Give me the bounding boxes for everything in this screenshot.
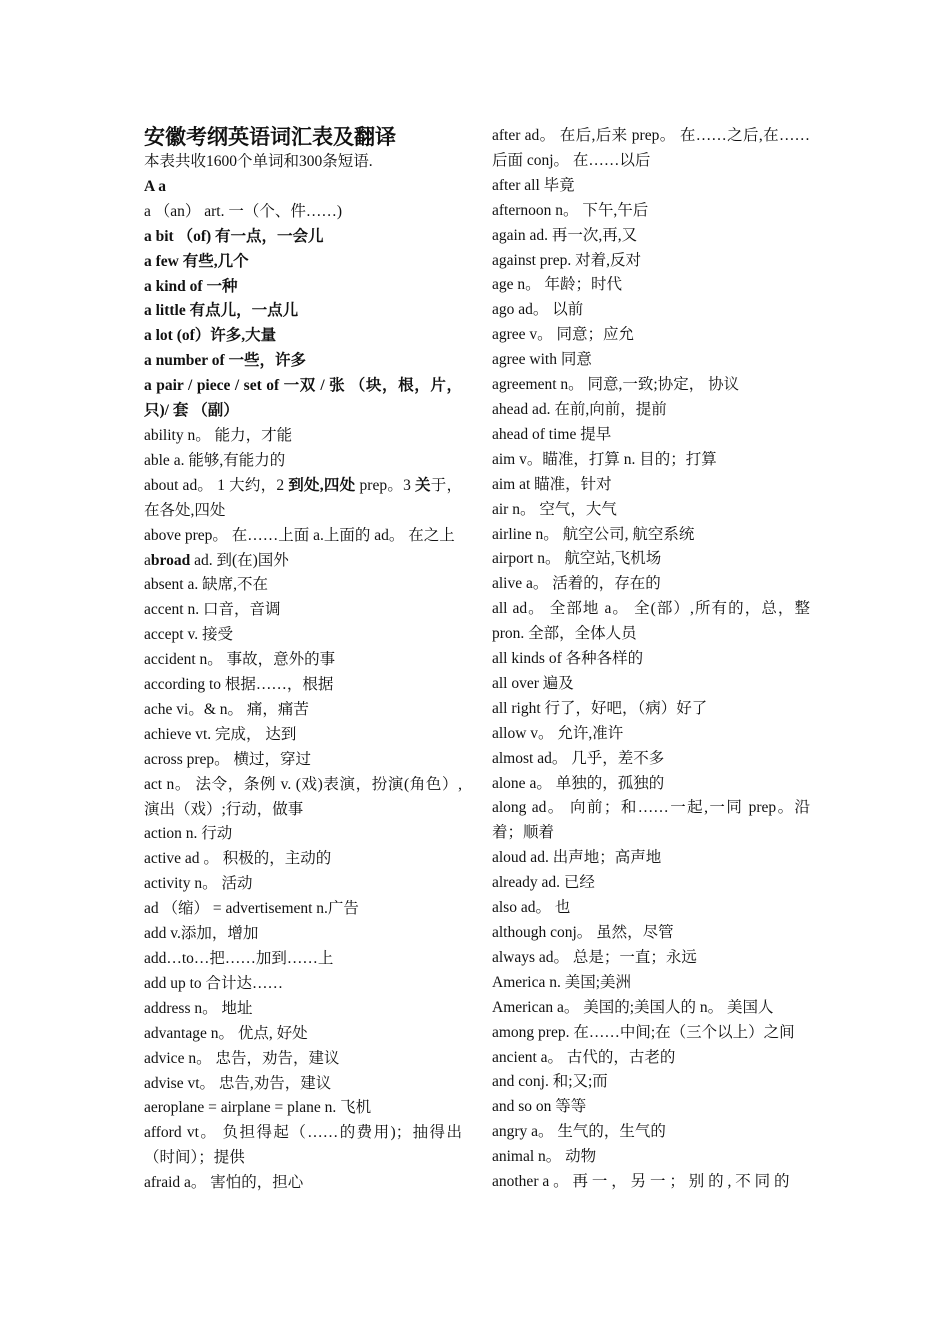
document-subtitle: 本表共收1600个单词和300条短语.	[144, 153, 373, 170]
vocab-entry: along ad。 向前；和……一起,一同 prep。沿着；顺着	[492, 799, 810, 842]
vocab-entry: allow v。 允许,准许	[492, 724, 624, 742]
vocab-entry: already ad. 已经	[492, 874, 595, 892]
left-column	[144, 124, 462, 1196]
vocab-entry: ahead of time 提早	[492, 425, 612, 443]
vocab-entry: agree v。 同意；应允	[492, 326, 635, 344]
vocab-entry: all over 遍及	[492, 674, 574, 692]
vocab-entry: after all 毕竟	[492, 176, 575, 194]
vocab-entry: address n。 地址	[144, 999, 253, 1017]
vocab-entry: all right 行了，好吧，（病）好了	[492, 699, 708, 717]
vocab-entry: according to 根据……，根据	[144, 676, 334, 694]
vocab-entry: advice n。 忠告，劝告，建议	[144, 1049, 340, 1067]
document-title: 安徽考纲英语词汇表及翻译	[144, 125, 396, 149]
vocab-entry: almost ad。 几乎，差不多	[492, 749, 665, 767]
vocab-entry: all ad。 全部地 a。 全(部）,所有的，总，整 pron. 全部，全体人员	[492, 600, 810, 643]
vocab-entry: angry a。 生气的，生气的	[492, 1123, 666, 1141]
vocab-entry: afraid a。 害怕的，担心	[144, 1174, 304, 1192]
vocab-entry: airport n。 航空站,飞机场	[492, 550, 662, 568]
vocab-entry: accident n。 事故，意外的事	[144, 651, 336, 669]
vocab-entry: ache vi。& n。 痛，痛苦	[144, 700, 309, 718]
vocab-entry: ahead ad. 在前,向前，提前	[492, 400, 667, 418]
vocab-entry: aim at 瞄准，针对	[492, 475, 612, 493]
vocab-entry: aeroplane = airplane = plane n. 飞机	[144, 1099, 372, 1117]
vocab-entry: always ad。 总是；一直；永远	[492, 948, 697, 966]
vocab-entry: a （an） art. 一（个、件……)	[144, 202, 343, 220]
vocab-entry: add up to 合计达……	[144, 974, 284, 992]
vocab-entry: America n. 美国;美洲	[492, 973, 632, 991]
vocab-entry: a bit （of) 有一点，一会儿	[144, 227, 324, 245]
vocab-entry: accept v. 接受	[144, 626, 233, 644]
vocab-entry: age n。 年龄；时代	[492, 276, 623, 294]
vocab-entry: a number of 一些，许多	[144, 352, 307, 370]
vocab-entry: activity n。 活动	[144, 875, 253, 893]
vocab-entry: ago ad。 以前	[492, 301, 584, 319]
vocab-entry: a few 有些,几个	[144, 252, 249, 270]
right-column	[492, 124, 810, 1195]
vocab-entry: above prep。 在……上面 a.上面的 ad。 在之上	[144, 526, 455, 544]
left-entry-list	[144, 200, 462, 1196]
vocab-entry: animal n。 动物	[492, 1148, 597, 1166]
vocab-entry: active ad 。 积极的，主动的	[144, 850, 332, 868]
vocab-entry: afternoon n。 下午,午后	[492, 201, 649, 219]
vocab-entry: a little 有点儿，一点儿	[144, 302, 299, 320]
vocab-entry: aloud ad. 出声地；高声地	[492, 849, 662, 867]
vocab-entry: accent n. 口音，音调	[144, 601, 281, 619]
vocab-entry: act n。 法令，条例 v. (戏)表演，扮演(角色）,演出（戏）;行动，做事	[144, 775, 462, 818]
vocab-entry: aim v。瞄准，打算 n. 目的；打算	[492, 450, 717, 468]
vocab-entry: a pair / piece / set of 一双 / 张 （块，根，片，只)/ 套 （副）	[144, 377, 462, 420]
vocab-entry: air n。 空气，大气	[492, 500, 617, 518]
vocab-entry: a kind of 一种	[144, 277, 238, 295]
vocab-entry: alone a。 单独的，孤独的	[492, 774, 665, 792]
vocab-entry: although conj。 虽然，尽管	[492, 924, 674, 941]
vocab-entry: agree with 同意	[492, 351, 592, 369]
vocab-entry: ability n。 能力，才能	[144, 426, 293, 444]
vocab-entry: after ad。 在后,后来 prep。 在……之后,在……后面 conj。 在……以后	[492, 127, 810, 169]
vocab-entry: ancient a。 古代的，古老的	[492, 1048, 676, 1066]
vocab-entry: achieve vt. 完成， 达到	[144, 725, 297, 743]
vocab-entry: advantage n。 优点, 好处	[144, 1024, 308, 1042]
vocab-entry: ad （缩） = advertisement n.广告	[144, 900, 359, 918]
vocab-entry: about ad。 1 大约，2 到处,四处 prep。3 关于，在各处,四处	[144, 476, 462, 519]
vocab-entry: another a 。 再 一 ， 另 一 ； 别 的 , 不 同 的	[492, 1173, 790, 1191]
vocab-entry: also ad。 也	[492, 899, 571, 917]
vocab-entry: and conj. 和;又;而	[492, 1073, 608, 1091]
right-entry-list	[492, 124, 810, 1195]
vocab-entry: afford vt。 负担得起（……的费用)；抽得出（时间）；提供	[144, 1124, 462, 1167]
vocab-entry: across prep。 横过，穿过	[144, 750, 312, 768]
vocab-entry: add v.添加，增加	[144, 925, 259, 943]
vocab-entry: able a. 能够,有能力的	[144, 451, 286, 469]
vocab-entry: absent a. 缺席,不在	[144, 576, 268, 594]
vocab-entry: alive a。 活着的，存在的	[492, 575, 661, 593]
vocab-entry: again ad. 再一次,再,又	[492, 226, 638, 244]
vocab-entry: among prep. 在……中间;在（三个以上）之间	[492, 1023, 795, 1041]
vocab-entry: and so on 等等	[492, 1098, 587, 1116]
vocab-entry: American a。 美国的;美国人的 n。 美国人	[492, 998, 774, 1016]
section-heading: A a	[144, 177, 166, 195]
vocab-entry: all kinds of 各种各样的	[492, 650, 644, 668]
vocab-entry: advise vt。 忠告,劝告，建议	[144, 1074, 332, 1092]
vocab-entry: agreement n。 同意,一致;协定， 协议	[492, 376, 740, 394]
vocab-entry: add…to…把……加到……上	[144, 950, 334, 967]
vocab-entry: action n. 行动	[144, 825, 233, 843]
vocab-entry: airline n。 航空公司, 航空系统	[492, 525, 695, 543]
vocab-entry: abroad ad. 到(在)国外	[144, 551, 289, 569]
vocab-entry: a lot (of）许多,大量	[144, 327, 277, 345]
vocab-entry: against prep. 对着,反对	[492, 251, 641, 269]
